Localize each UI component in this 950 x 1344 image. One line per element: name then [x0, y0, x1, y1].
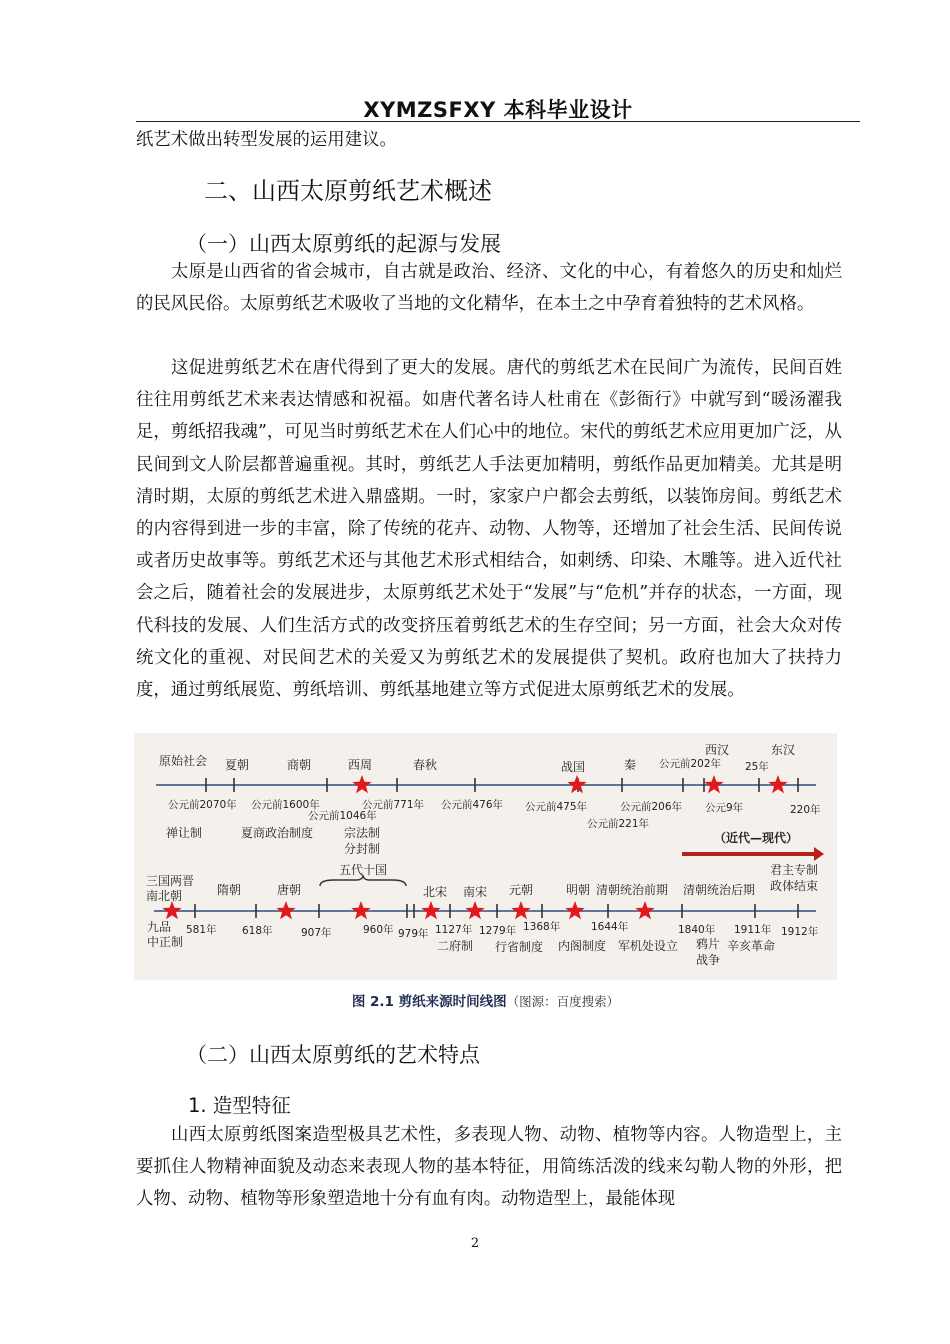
date-label: 1644年	[591, 921, 629, 933]
subsection-title-origin: （一）山西太原剪纸的起源与发展	[186, 232, 501, 256]
date-label: 581年	[186, 924, 217, 936]
date-label: 公元9年	[705, 802, 744, 814]
star-marker	[465, 901, 484, 919]
star-marker	[635, 901, 654, 919]
period-label: 唐朝	[277, 883, 302, 897]
timeline-svg	[134, 733, 837, 980]
header-rule	[136, 121, 860, 122]
period-label: 春秋	[413, 758, 438, 772]
star-marker	[704, 775, 723, 793]
institution-label: 夏商政治制度	[241, 826, 314, 840]
date-label: 公元前2070年	[168, 799, 237, 811]
period-label: 南北朝	[146, 889, 183, 903]
institution-label: 九品	[147, 920, 172, 934]
period-label: 东汉	[771, 743, 796, 757]
section-title: 二、山西太原剪纸艺术概述	[204, 177, 492, 205]
date-label: 公元前771年	[362, 799, 425, 811]
period-label: 战国	[561, 760, 586, 774]
star-marker	[351, 901, 370, 919]
star-marker	[162, 901, 181, 919]
star-marker	[421, 901, 440, 919]
period-label: 清朝统治后期	[683, 883, 756, 897]
institution-label: 军机处设立	[618, 939, 679, 953]
period-label: 元朝	[509, 883, 534, 897]
period-label: 商朝	[287, 758, 312, 772]
date-label: 公元前1600年	[251, 799, 320, 811]
star-marker	[276, 901, 295, 919]
star-marker	[567, 775, 586, 793]
intro-tail-text: 纸艺术做出转型发展的运用建议。	[136, 130, 397, 150]
subsection-title-features: （二）山西太原剪纸的艺术特点	[186, 1043, 480, 1067]
date-label: 220年	[790, 804, 821, 816]
period-label: 西汉	[705, 743, 730, 757]
date-label: 1840年	[678, 924, 716, 936]
paragraph-origin-2: 这促进剪纸艺术在唐代得到了更大的发展。唐代的剪纸艺术在民间广为流传，民间百姓往往用剪纸艺术来表达情感和祝福。如唐代著名诗人杜甫在《彭衙行》中就写到“暖汤濯我足，剪纸招我魂”，可见当时剪纸艺术在人们心中的地位。宋代的剪纸艺术应用更加广泛，从民间到文人阶层都普遍重视。其时，剪纸艺人手法更加精明，剪纸作品更加精美。尤其是明清时期，太原的剪纸艺术进入鼎盛期。一时，家家户户都会去剪纸，以装饰房间。剪纸艺术的内容得到进一步的丰富，除了传统的花卉、动物、人物等，还增加了社会生活、民间传说或者历史故事等。剪纸艺术还与其他艺术形式相结合，如刺绣、印染、木雕等。进入近代社会之后，随着社会的发展进步，太原剪纸艺术处于“发展”与“危机”并存的状态，一方面，现代科技的发展、人们生活方式的改变挤压着剪纸艺术的生存空间；另一方面，社会大众对传统文化的重视、对民间艺术的关爱又为剪纸艺术的发展提供了契机。政府也加大了扶持力度，通过剪纸展览、剪纸培训、剪纸基地建立等方式促进太原剪纸艺术的发展。	[136, 358, 842, 701]
date-label: 1912年	[781, 926, 819, 938]
star-marker	[352, 775, 371, 793]
period-label: 夏朝	[225, 758, 250, 772]
paragraph-shape: 山西太原剪纸图案造型极具艺术性，多表现人物、动物、植物等内容。人物造型上，主要抓住人物精神面貌及动态来表现人物的基本特征，用简练活泼的线来勾勒人物的外形，把人物、动物、植物等形象塑造地十分有血有肉。动物造型上，最能体现	[136, 1125, 842, 1210]
institution-label: 鸦片	[696, 937, 721, 951]
date-label: 25年	[745, 761, 769, 773]
date-label: 907年	[301, 927, 332, 939]
page-header: XYMZSFXY 本科毕业设计	[363, 98, 633, 122]
date-label: 公元前221年	[587, 818, 650, 830]
date-label: 1911年	[734, 924, 772, 936]
modern-era-arrow-head	[814, 847, 824, 861]
date-label: 公元前202年	[659, 758, 722, 770]
period-label: 三国两晋	[146, 874, 195, 888]
date-label: 1368年	[523, 921, 561, 933]
star-marker	[768, 775, 787, 793]
date-label: 1279年	[479, 925, 517, 937]
period-label: 北宋	[423, 885, 448, 899]
institution-label: 禅让制	[166, 826, 203, 840]
institution-label: 分封制	[344, 842, 381, 856]
institution-label: 宗法制	[344, 826, 381, 840]
timeline-figure	[134, 733, 837, 980]
figure-caption-text: 图 2.1 剪纸来源时间线图	[351, 994, 507, 1010]
figure-caption-source: （图源：百度搜索）	[506, 994, 620, 1009]
institution-label: 二府制	[437, 939, 474, 953]
institution-label: 战争	[696, 953, 721, 967]
institution-label: 行省制度	[495, 940, 544, 954]
period-label: 五代十国	[339, 863, 388, 877]
period-label: 隋朝	[217, 883, 242, 897]
date-label: 979年	[398, 928, 429, 940]
date-label: 1127年	[435, 924, 473, 936]
star-marker	[511, 901, 530, 919]
period-label: 清朝统治前期	[596, 883, 669, 897]
date-label: 公元前476年	[441, 799, 504, 811]
page-number: 2	[470, 1236, 480, 1251]
star-marker	[565, 901, 584, 919]
date-label: 公元前475年	[525, 801, 588, 813]
date-label: 公元前1046年	[308, 810, 377, 822]
figure-caption	[134, 990, 837, 1010]
period-label: 南宋	[463, 885, 488, 899]
date-label: 960年	[363, 924, 394, 936]
period-label: 君主专制	[770, 863, 819, 877]
period-label: 明朝	[566, 883, 591, 897]
subsubsection-title-shape: 1. 造型特征	[188, 1094, 291, 1117]
period-label: 秦	[624, 758, 637, 772]
period-label: 政体结束	[770, 879, 819, 893]
period-label: 西周	[348, 758, 373, 772]
period-label: 原始社会	[159, 754, 208, 768]
paragraph-origin-1: 太原是山西省的省会城市，自古就是政治、经济、文化的中心，有着悠久的历史和灿烂的民风民俗。太原剪纸艺术吸收了当地的文化精华，在本土之中孕育着独特的艺术风格。	[136, 262, 842, 315]
institution-label: 内阁制度	[558, 939, 607, 953]
institution-label: 辛亥革命	[727, 939, 776, 953]
institution-label: 中正制	[147, 935, 184, 949]
date-label: 公元前206年	[620, 801, 683, 813]
modern-era-label: （近代—现代）	[714, 831, 799, 845]
date-label: 618年	[242, 925, 273, 937]
